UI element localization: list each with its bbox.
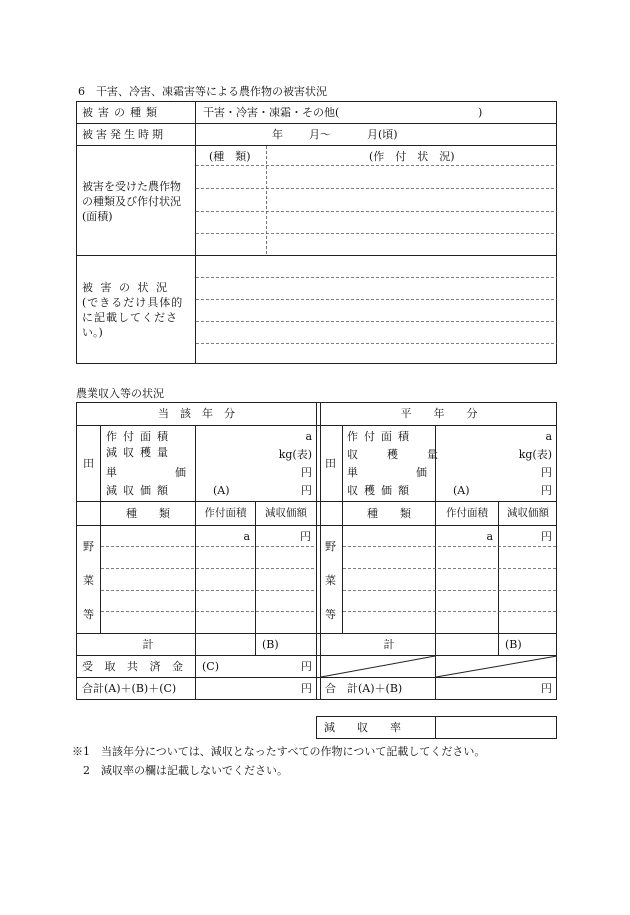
veg-col-area: 作付面積 <box>204 507 247 519</box>
unit-a: a <box>243 530 250 543</box>
mark-a: (A) <box>213 484 230 497</box>
veg-col-kind: 種 類 <box>126 507 170 520</box>
unit-yen: 円 <box>541 466 552 479</box>
paddy-normal-row-3: 単価 <box>347 466 485 479</box>
period-month-from: 月～ <box>309 128 331 141</box>
current-year-header: 当 該 年 分 <box>158 407 235 420</box>
crops-label-1: 被害を受けた農作物 <box>82 180 181 193</box>
unit-yen: 円 <box>541 682 552 695</box>
insurance-label: 受 取 共 済 金 <box>82 660 187 673</box>
veg-label-1: 野 <box>325 540 336 553</box>
unit-yen: 円 <box>301 484 312 497</box>
normal-year-header: 平 年 分 <box>400 407 478 420</box>
veg-col-area: 作付面積 <box>446 507 488 519</box>
crops-label-2: の種類及び作付状況 <box>82 195 181 208</box>
paddy-label-normal: 田 <box>325 457 336 470</box>
paddy-normal-row-2: 収穫量 <box>347 448 467 461</box>
period-year: 年 <box>272 128 283 141</box>
paddy-label-current: 田 <box>83 457 94 470</box>
veg-col-kind: 種 類 <box>367 507 411 520</box>
mark-c: (C) <box>202 660 219 673</box>
crops-col-kind: (種 類) <box>209 150 251 163</box>
reduction-rate-field[interactable] <box>437 718 555 737</box>
mark-b: (B) <box>505 638 522 651</box>
damage-status-label-1: 被 害 の 状 況 <box>82 281 169 294</box>
veg-total: 計 <box>383 638 395 651</box>
reduction-rate-label: 減 収 率 <box>324 721 401 734</box>
unit-yen: 円 <box>541 484 552 497</box>
paddy-current-row-2: 減収穫量 <box>106 446 174 459</box>
crops-col-status: (作 付 状 況) <box>369 150 455 163</box>
veg-col-loss: 減収価額 <box>507 507 549 519</box>
damage-type-label: 被害の種類 <box>82 106 162 119</box>
unit-yen: 円 <box>301 682 312 695</box>
note-2: 2 減収率の欄は記載しないでください。 <box>72 764 288 777</box>
sum-current-label: 合計(A)＋(B)＋(C) <box>82 682 177 695</box>
unit-a: a <box>305 430 312 443</box>
damage-type-options: 干害・冷害・凍霜・その他( <box>203 106 340 119</box>
veg-label-2: 菜 <box>325 574 336 587</box>
mark-b: (B) <box>262 638 279 651</box>
note-1: ※1 当該年分については、減収となったすべての作物について記載してください。 <box>72 745 486 758</box>
veg-label-2: 菜 <box>83 574 94 587</box>
paddy-current-row-3: 単価 <box>106 466 244 479</box>
damage-type-other-field[interactable] <box>350 104 470 121</box>
section6-title: 6 干害、冷害、凍霜害等による農作物の被害状況 <box>78 85 327 98</box>
veg-label-3: 等 <box>83 608 94 621</box>
unit-yen: 円 <box>301 660 312 673</box>
paddy-normal-row-4: 収穫価額 <box>347 484 415 497</box>
paddy-current-row-1: 作付面積 <box>106 430 174 443</box>
veg-col-loss: 減収価額 <box>265 507 307 519</box>
damage-status-label-4: い。) <box>82 326 103 339</box>
unit-yen: 円 <box>541 530 552 543</box>
veg-label-3: 等 <box>325 608 336 621</box>
period-month-to: 月(頃) <box>367 128 398 141</box>
damage-period-label: 被害発生時期 <box>82 128 166 141</box>
veg-total: 計 <box>142 638 154 651</box>
mark-a: (A) <box>453 484 470 497</box>
damage-type-close-paren: ) <box>478 106 483 119</box>
sum-normal-label: 合 計(A)＋(B) <box>325 682 403 695</box>
damage-status-label-3: に記載してくださ <box>82 311 178 324</box>
damage-status-label-2: (できるだけ具体的 <box>82 296 184 309</box>
unit-yen: 円 <box>301 466 312 479</box>
veg-label-1: 野 <box>83 540 94 553</box>
unit-yen: 円 <box>300 530 311 543</box>
paddy-current-row-4: 減収価額 <box>106 484 174 497</box>
unit-a: a <box>545 430 552 443</box>
unit-a: a <box>486 530 493 543</box>
paddy-normal-row-1: 作付面積 <box>347 430 415 443</box>
unit-kg: kg(表) <box>518 448 552 461</box>
unit-kg: kg(表) <box>278 448 312 461</box>
income-section-title: 農業収入等の状況 <box>76 387 164 400</box>
crops-label-3: (面積) <box>82 210 113 223</box>
